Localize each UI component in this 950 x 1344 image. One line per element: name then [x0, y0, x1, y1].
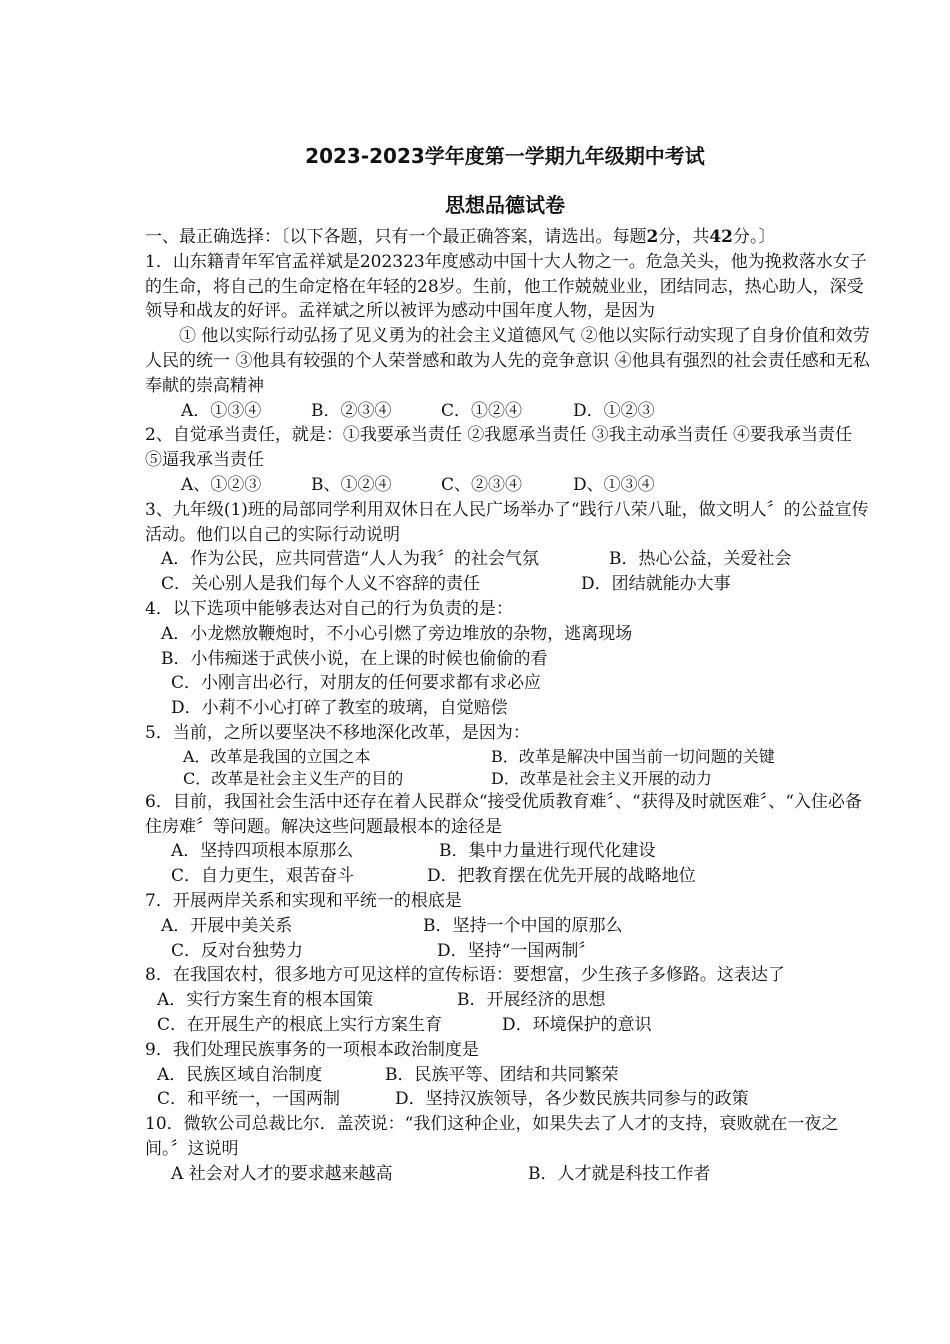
option-a[interactable]: A 社会对人才的要求越来越高 — [171, 1163, 393, 1184]
option-b[interactable]: B、①②④ — [311, 474, 392, 495]
option-b[interactable]: B．集中力量进行现代化建设 — [439, 841, 656, 862]
option-d[interactable]: D．改革是社会主义开展的动力 — [491, 768, 712, 788]
question-3-options-row1 — [145, 547, 870, 572]
question-2-options — [145, 473, 870, 498]
question-6-options-row1 — [145, 839, 870, 864]
option-d[interactable]: D．①②③ — [573, 400, 655, 421]
question-5-options-row1 — [145, 746, 870, 768]
option-a[interactable]: A．坚持四项根本原那么 — [171, 841, 354, 862]
option-a[interactable]: A．小龙燃放鞭炮时，不小心引燃了旁边堆放的杂物，逃离现场 — [161, 623, 633, 644]
question-1-statements: ① 他以实际行动弘扬了见义勇为的社会主义道德风气 ②他以实际行动实现了自身价值和效劳人民的统一 ③他具有较强的个人荣誉感和敢为人先的竞争意识 ④他具有强烈的社会责任感和无私奉献的崇高精神 — [145, 326, 870, 396]
question-7-stem: 7．开展两岸关系和实现和平统一的根底是 — [145, 890, 462, 911]
question-10-options-row1 — [145, 1162, 870, 1187]
option-a[interactable]: A．①③④ — [181, 400, 262, 421]
exam-subtitle: 思想品德试卷 — [445, 193, 565, 217]
question-9-options-row1 — [145, 1063, 870, 1088]
option-d[interactable]: D．把教育摆在优先开展的战略地位 — [427, 866, 696, 887]
option-d[interactable]: D．坚持汉族领导，各少数民族共同参与的政策 — [395, 1089, 749, 1110]
question-6-options-row2 — [145, 864, 870, 889]
option-a[interactable]: A、①②③ — [181, 474, 262, 495]
question-1-stem: 1．山东籍青年军官孟祥斌是202323年度感动中国十大人物之一。危急关头，他为挽救落水女子的生命，将自己的生命定格在年轻的28岁。生前，他工作兢兢业业，团结同志，热心助人，深受领导和战友的好评。孟祥斌之所以被评为感动中国年度人物，是因为 — [145, 251, 867, 322]
question-6-stem: 6．目前，我国社会生活中还存在着人民群众“接受优质教育难〞、“获得及时就医难〞、“入住必备住房难〞等问题。解决这些问题最根本的途径是 — [145, 791, 862, 837]
option-a[interactable]: A．实行方案生育的根本国策 — [157, 990, 374, 1011]
question-8-stem: 8．在我国农村，很多地方可见这样的宣传标语：要想富，少生孩子多修路。这表达了 — [145, 965, 785, 986]
option-c[interactable]: C、②③④ — [441, 474, 523, 495]
question-8-options-row1 — [145, 988, 870, 1013]
option-b[interactable]: B．小伟痴迷于武侠小说，在上课的时候也偷偷的看 — [161, 648, 548, 669]
option-b[interactable]: B．民族平等、团结和共同繁荣 — [385, 1064, 619, 1085]
question-5-options-row2 — [145, 768, 870, 790]
question-10-stem: 10．微软公司总裁比尔．盖茨说：“我们这种企业，如果失去了人才的支持，衰败就在一夜之间。〞这说明 — [145, 1114, 839, 1159]
option-d[interactable]: D．小莉不小心打碎了教室的玻璃，自觉赔偿 — [171, 698, 508, 719]
option-c[interactable]: C．关心别人是我们每个人义不容辞的责任 — [161, 574, 481, 595]
option-a[interactable]: A．作为公民，应共同营造“人人为我〞的社会气氛 — [161, 549, 539, 570]
option-a[interactable]: A．开展中美关系 — [161, 915, 293, 936]
option-b[interactable]: B．开展经济的思想 — [457, 990, 606, 1011]
question-4-stem: 4．以下选项中能够表达对自己的行为负责的是： — [145, 598, 513, 619]
option-b[interactable]: B．改革是解决中国当前一切问题的关键 — [491, 746, 775, 766]
question-5-stem: 5．当前，之所以要坚决不移地深化改革，是因为： — [145, 722, 530, 743]
option-c[interactable]: C．①②④ — [441, 400, 523, 421]
section-instruction: 一、最正确选择：〔以下各题，只有一个最正确答案，请选出。每题2分，共42分。〕 — [145, 227, 776, 247]
option-c[interactable]: C．改革是社会主义生产的目的 — [183, 768, 404, 788]
option-b[interactable]: B．人才就是科技工作者 — [528, 1163, 711, 1184]
option-c[interactable]: C．自力更生，艰苦奋斗 — [171, 866, 355, 887]
option-d[interactable]: D．团结就能办大事 — [581, 574, 731, 595]
exam-content — [145, 225, 870, 1186]
option-a[interactable]: A．民族区域自治制度 — [157, 1064, 323, 1085]
option-c[interactable]: C．和平统一，一国两制 — [157, 1089, 341, 1110]
question-3-stem: 3、九年级(1)班的局部同学利用双休日在人民广场举办了“践行八荣八耻，做文明人〞的公益宣传活动。他们以自己的实际行动说明 — [145, 499, 869, 545]
option-b[interactable]: B．②③④ — [311, 400, 392, 421]
question-9-stem: 9．我们处理民族事务的一项根本政治制度是 — [145, 1039, 479, 1060]
option-c[interactable]: C．小刚言出必行，对朋友的任何要求都有求必应 — [171, 673, 542, 694]
option-c[interactable]: C．在开展生产的根底上实行方案生育 — [157, 1014, 443, 1035]
option-d[interactable]: D．环境保护的意识 — [502, 1014, 652, 1035]
option-c[interactable]: C．反对台独势力 — [171, 940, 304, 961]
option-d[interactable]: D．坚持“一国两制〞 — [437, 940, 596, 961]
option-b[interactable]: B．热心公益，关爱社会 — [609, 549, 792, 570]
question-7-options-row1 — [145, 914, 870, 939]
option-a[interactable]: A．改革是我国的立国之本 — [183, 746, 371, 766]
option-d[interactable]: D、①③④ — [573, 474, 655, 495]
question-7-options-row2 — [145, 939, 870, 964]
question-8-options-row2 — [145, 1013, 870, 1038]
question-3-options-row2 — [145, 572, 870, 597]
question-1-options — [145, 399, 870, 424]
exam-title: 2023-2023学年度第一学期九年级期中考试 — [305, 144, 705, 168]
question-9-options-row2 — [145, 1087, 870, 1112]
option-b[interactable]: B．坚持一个中国的原那么 — [423, 915, 623, 936]
question-2-stem: 2、自觉承当责任，就是：①我要承当责任 ②我愿承当责任 ③我主动承当责任 ④要我承当责任 ⑤逼我承当责任 — [145, 425, 853, 471]
